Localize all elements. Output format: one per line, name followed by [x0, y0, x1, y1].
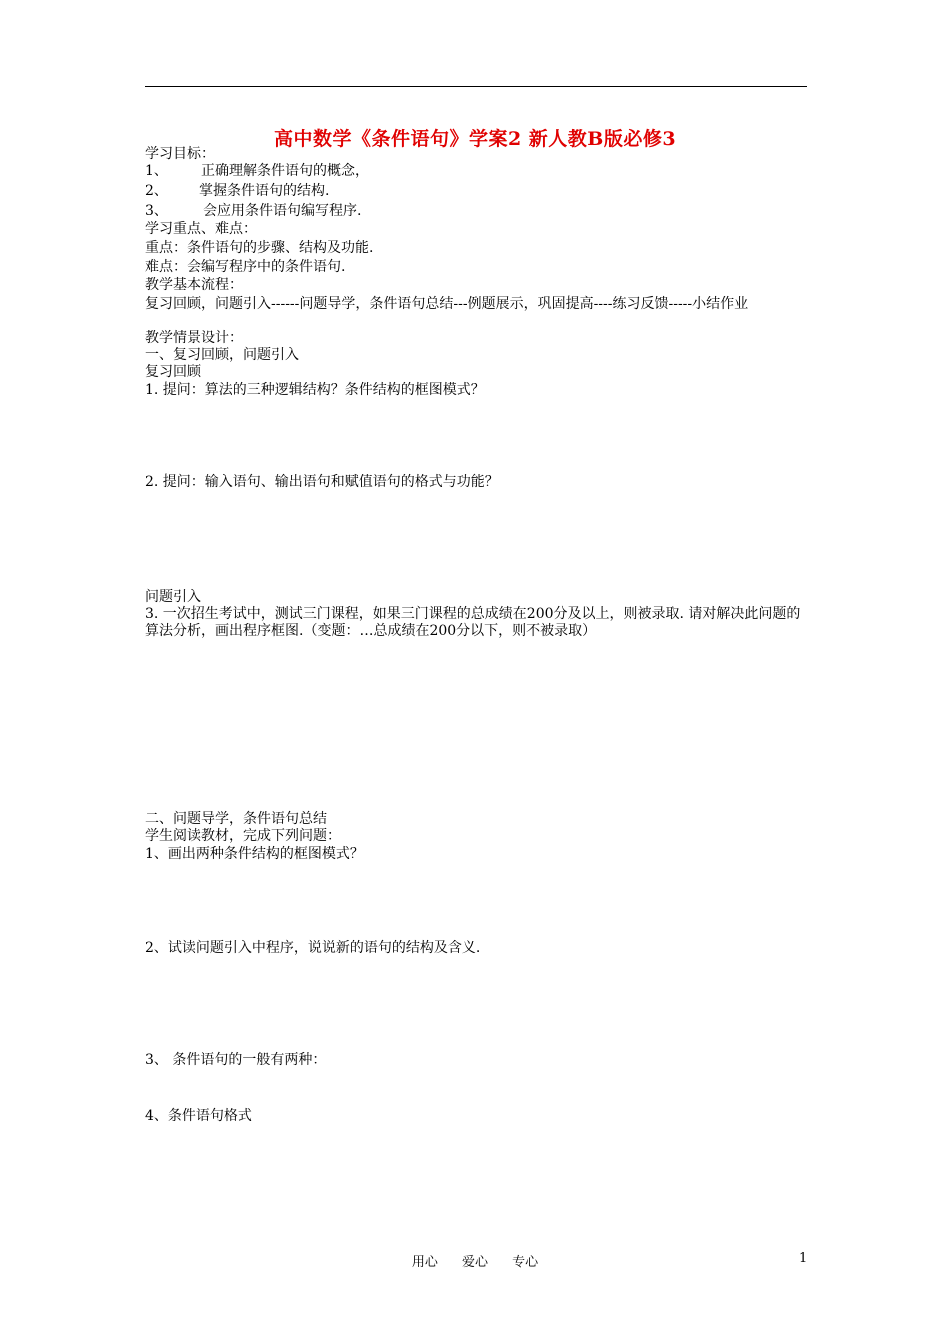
difficulty-text: 难点：会编写程序中的条件语句.: [145, 259, 346, 275]
objective-number: 2、: [145, 183, 168, 199]
task-1: 1、画出两种条件结构的框图模式？: [145, 846, 364, 862]
footer-item: 用心: [411, 1255, 438, 1270]
task-4: 4、条件语句格式: [145, 1108, 252, 1124]
reading-instruction: 学生阅读教材，完成下列问题：: [145, 828, 341, 844]
objective-item-2: [145, 183, 329, 200]
flow-heading: 教学基本流程：: [145, 277, 243, 293]
task-2: 2、试读问题引入中程序，说说新的语句的结构及含义.: [145, 940, 481, 956]
design-heading: 教学情景设计：: [145, 330, 243, 346]
objective-text: 正确理解条件语句的概念，: [201, 163, 369, 179]
document-title: 高中数学《条件语句》学案2 新人教B版必修3: [273, 128, 677, 150]
objective-item-3: [145, 203, 361, 220]
objective-number: 1、: [145, 163, 168, 179]
question-1: 1. 提问：算法的三种逻辑结构？条件结构的框图模式？: [145, 382, 485, 398]
footer-item: 专心: [512, 1255, 539, 1270]
flow-text: 复习回顾，问题引入------问题导学，条件语句总结---例题展示，巩固提高----练习反馈-----小结作业: [145, 296, 749, 312]
objectives-heading: 学习目标：: [145, 146, 215, 162]
header-rule: [145, 86, 807, 87]
key-point-text: 重点：条件语句的步骤、结构及功能.: [145, 240, 374, 256]
footer-item: 爱心: [461, 1255, 488, 1270]
review-heading: 复习回顾: [145, 364, 201, 380]
question-2: 2. 提问：输入语句、输出语句和赋值语句的格式与功能？: [145, 474, 499, 490]
task-3: 3、 条件语句的一般有两种：: [145, 1052, 327, 1068]
footer-motto: [0, 1251, 950, 1270]
objective-text: 掌握条件语句的结构.: [199, 183, 330, 199]
key-points-heading: 学习重点、难点：: [145, 221, 257, 237]
objective-item-1: [145, 163, 369, 180]
section-1-heading: 一、复习回顾，问题引入: [145, 347, 299, 363]
section-2-heading: 二、问题导学，条件语句总结: [145, 811, 327, 827]
question-3: 3. 一次招生考试中，测试三门课程，如果三门课程的总成绩在200分及以上，则被录取. 请对解决此问题的算法分析，画出程序框图.（变题：…总成绩在200分以下，则不被录取）: [145, 606, 801, 639]
objective-text: 会应用条件语句编写程序.: [203, 203, 362, 219]
intro-heading: 问题引入: [145, 589, 201, 605]
page-number: 1: [799, 1251, 808, 1266]
objective-number: 3、: [145, 203, 168, 219]
